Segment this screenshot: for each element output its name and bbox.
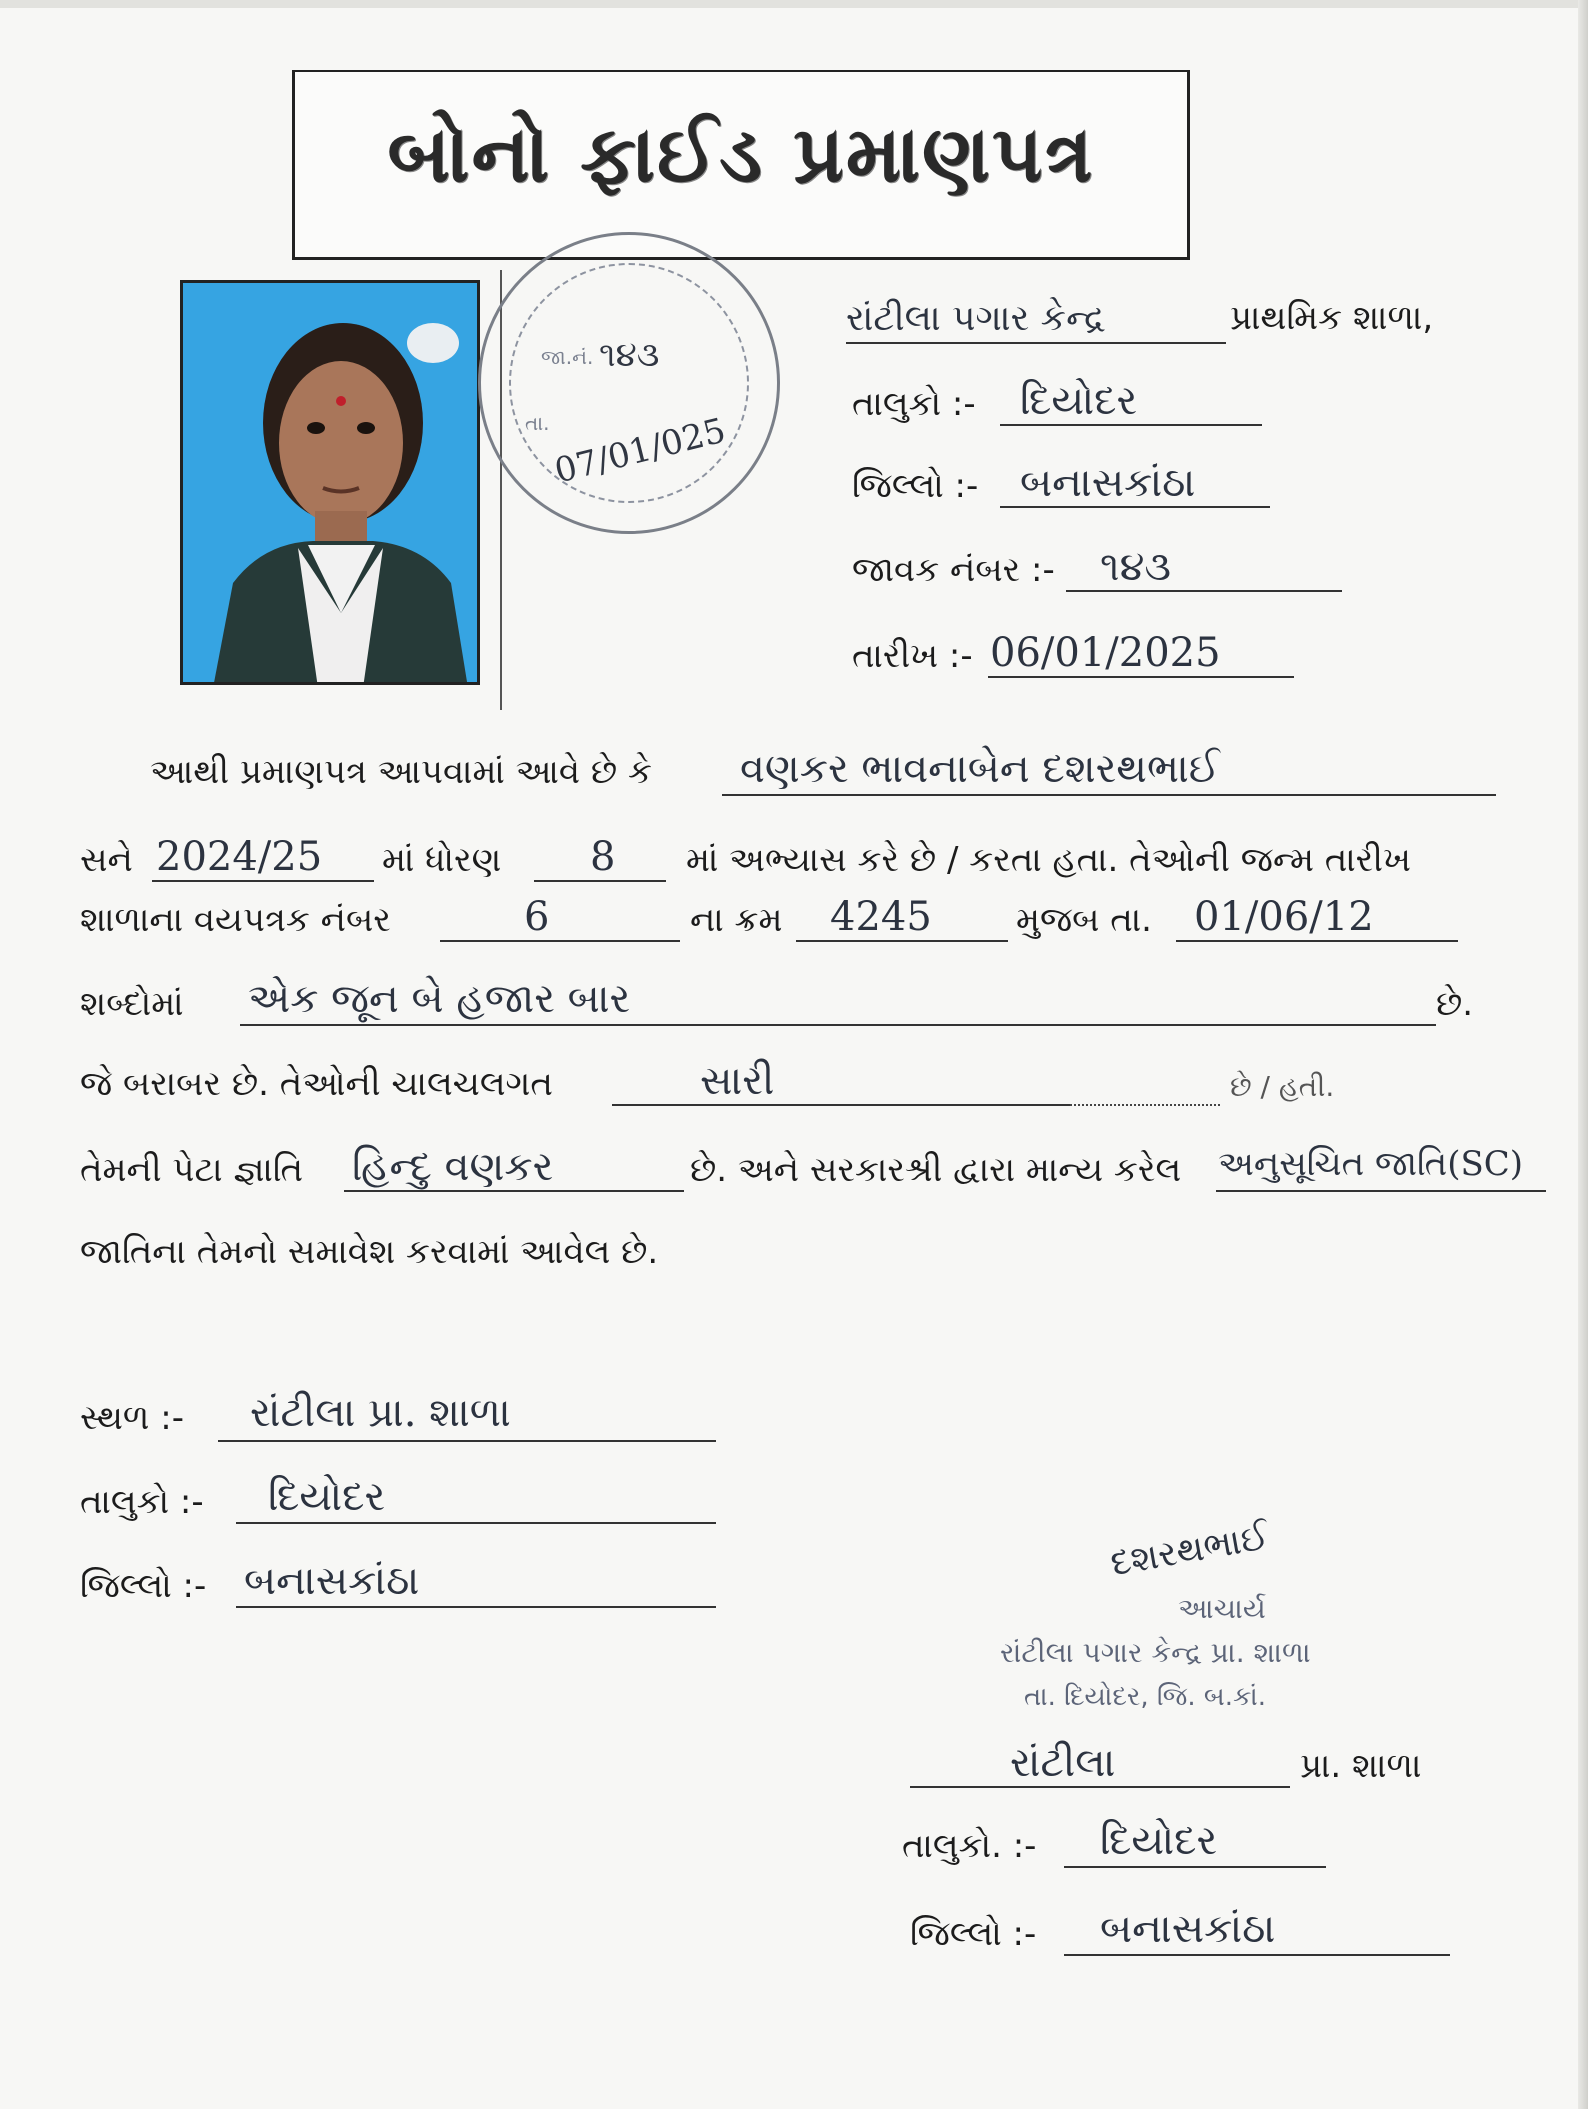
sign-district-label: જિલ્લો :- (910, 1914, 1037, 1954)
birth-date-value: 01/06/12 (1194, 894, 1374, 940)
seal-title: આચાર્ય (1178, 1592, 1266, 1625)
sign-taluka-label: તાલુકો. :- (902, 1826, 1037, 1866)
inward-number-value: ૧૪૩ (1100, 544, 1172, 590)
sign-district-value: બનાસકાંઠા (1100, 1906, 1276, 1952)
place-line (218, 1440, 716, 1442)
school-name-line (846, 342, 1226, 344)
scan-edge-top (0, 0, 1588, 8)
place-taluka-label: તાલુકો :- (80, 1482, 204, 1522)
standard-line (534, 880, 666, 882)
caste-category-value: અનુસૂચિત જાતિ(SC) (1218, 1144, 1524, 1184)
academic-year-value: 2024/25 (156, 834, 323, 880)
scan-edge-right (1578, 0, 1588, 2109)
sub-caste-label: તેમની પેટા જ્ઞાતિ (80, 1150, 304, 1190)
conduct-dotted-line (1070, 1104, 1220, 1106)
place-district-line (236, 1606, 716, 1608)
stamp-number-label: જા.નં. (541, 345, 594, 369)
stamp-date: 07/01/025 (550, 410, 730, 492)
serial-number-value: 4245 (830, 894, 932, 940)
place-district-label: જિલ્લો :- (80, 1566, 207, 1606)
sign-school-value: રાંટીલા (1010, 1740, 1116, 1786)
date-line (988, 676, 1294, 678)
sign-district-line (1064, 1954, 1450, 1956)
sane-label: સને (80, 840, 133, 880)
stamp-inward-number: ૧૪૩ (599, 335, 660, 375)
inward-number-label: જાવક નંબર :- (852, 550, 1055, 590)
school-name-suffix: પ્રાથમિક શાળા, (1230, 298, 1434, 338)
serial-number-line (796, 940, 1008, 942)
sign-school-line (910, 1786, 1290, 1788)
sign-taluka-value: દિયોદર (1100, 1818, 1218, 1864)
inclusion-text: જાતિના તેમનો સમાવેશ કરવામાં આવેલ છે. (80, 1232, 659, 1272)
place-taluka-line (236, 1522, 716, 1524)
caste-category-line (1216, 1190, 1546, 1192)
page-title: બોનો ફાઈડ પ્રમાણપત્ર (387, 110, 1095, 200)
conduct-suffix: છે / હતી. (1230, 1070, 1335, 1103)
birth-date-words-value: એક જૂન બે હજાર બાર (248, 976, 631, 1022)
title-box (292, 70, 1190, 260)
stamp-date-label: તા. (525, 411, 550, 435)
seal-address: તા. દિયોદર, જિ. બ.કાં. (1024, 1682, 1266, 1712)
district-value: બનાસકાંઠા (1020, 460, 1196, 506)
place-taluka-value: દિયોદર (268, 1474, 386, 1520)
date-value: 06/01/2025 (990, 630, 1221, 676)
in-words-label: શબ્દોમાં (80, 984, 184, 1024)
sign-taluka-line (1064, 1866, 1326, 1868)
conduct-label: જે બરાબર છે. તેઓની ચાલચલગત (80, 1064, 553, 1104)
words-end-text: છે. (1436, 984, 1474, 1024)
student-portrait-image (183, 283, 480, 685)
place-label: સ્થળ :- (80, 1398, 184, 1438)
place-district-value: બનાસકાંઠા (244, 1558, 420, 1604)
inward-stamp (478, 232, 780, 534)
birth-date-words-line (240, 1024, 1436, 1026)
register-label: શાળાના વયપત્રક નંબર (80, 900, 391, 940)
district-line (1000, 506, 1270, 508)
sign-school-suffix: પ્રા. શાળા (1300, 1746, 1422, 1786)
standard-value: 8 (590, 834, 616, 880)
sub-caste-value: હિન્દુ વણકર (352, 1144, 554, 1190)
district-label: જિલ્લો :- (852, 466, 979, 506)
taluka-line (1000, 424, 1262, 426)
student-name-line (722, 794, 1496, 796)
as-per-date-label: મુજબ તા. (1016, 900, 1152, 940)
serial-label: ના ક્રમ (690, 900, 783, 940)
certify-text: આથી પ્રમાણપત્ર આપવામાં આવે છે કે (150, 752, 652, 792)
conduct-value: સારી (700, 1058, 775, 1104)
place-value: રાંટીલા પ્રા. શાળા (250, 1390, 511, 1436)
date-label: તારીખ :- (852, 636, 973, 676)
taluka-value: દિયોદર (1020, 378, 1138, 424)
register-number-line (440, 940, 680, 942)
standard-label: માં ધોરણ (382, 840, 502, 880)
taluka-label: તાલુકો :- (852, 384, 976, 424)
student-photo (180, 280, 480, 685)
academic-year-line (152, 880, 374, 882)
recognition-text: છે. અને સરકારશ્રી દ્વારા માન્ય કરેલ (690, 1150, 1182, 1190)
principal-signature: દશરથભાઈ (1107, 1516, 1272, 1585)
study-text: માં અભ્યાસ કરે છે / કરતા હતા. તેઓની જન્મ તારીખ (686, 840, 1411, 880)
student-name-value: વણકર ભાવનાબેન દશરથભાઈ (740, 746, 1220, 792)
birth-date-line (1176, 940, 1458, 942)
register-number-value: 6 (524, 894, 550, 940)
seal-school-name: રાંટીલા પગાર કેન્દ્ર પ્રા. શાળા (1000, 1636, 1311, 1669)
sub-caste-line (344, 1190, 684, 1192)
school-name-value: રાંટીલા પગાર કેન્દ્ર (846, 298, 1106, 339)
conduct-line (612, 1104, 1070, 1106)
inward-number-line (1066, 590, 1342, 592)
